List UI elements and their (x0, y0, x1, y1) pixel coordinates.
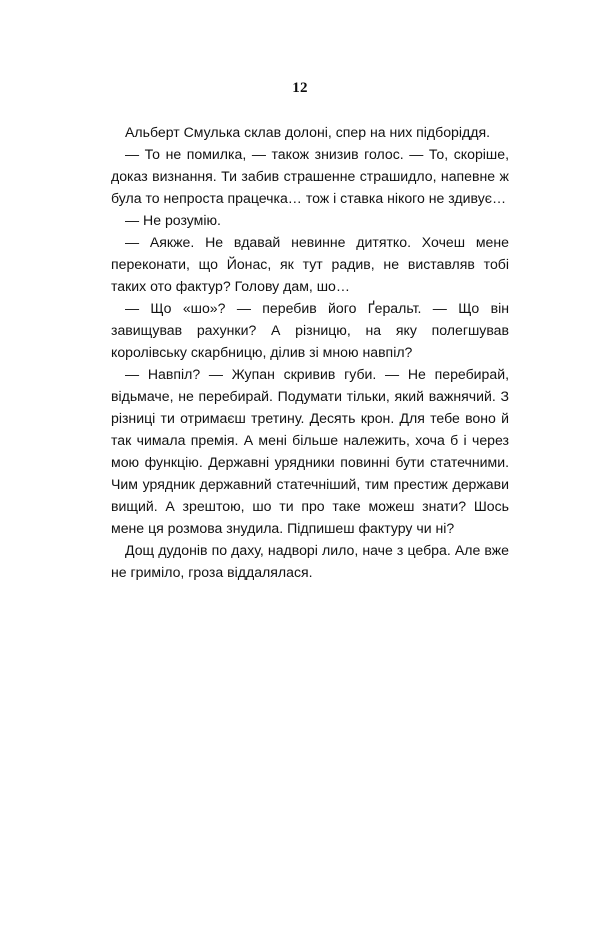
paragraph: — Аякже. Не вдавай невинне дитятко. Хочеш мене переконати, що Йонас, як тут радив, не виставляв тобі таких ото фактур? Голову дам, шо… (111, 234, 509, 294)
page-number: 12 (292, 80, 308, 96)
paragraph: — То не помилка, — також знизив голос. — То, скоріше, доказ визнання. Ти забив страшенне страшидло, напевне ж була то непроста працечка… тож і ставка нікого не здивує… (111, 146, 509, 206)
paragraph: — Не розумію. (125, 212, 221, 228)
body-text-block (111, 121, 509, 583)
paragraph: — Що «шо»? — перебив його Ґеральт. — Що він завищував рахунки? А різницю, на яку полегшував королівську скарбницю, ділив зі мною навпіл? (111, 300, 509, 360)
paragraph: Дощ дудонів по даху, надворі лило, наче з цебра. Але вже не гриміло, гроза віддалялася. (111, 542, 509, 580)
paragraph: Альберт Смулька склав долоні, спер на них підборіддя. (125, 124, 491, 140)
paragraph: — Навпіл? — Жупан скривив губи. — Не перебирай, відьмаче, не перебирай. Подумати тільки, який важнячий. З різниці ти отримаєш третину. Десять крон. Для тебе воно й так чимала премія. А мені більше належить, хоча б і через мою функцію. Державні урядники повинні бути статечними. Чим урядник державний статечніший, тим престиж держави вищий. А зрештою, шо ти про таке можеш знати? Шось мене ця розмова знудила. Підпишеш фактуру чи ні? (111, 366, 509, 536)
